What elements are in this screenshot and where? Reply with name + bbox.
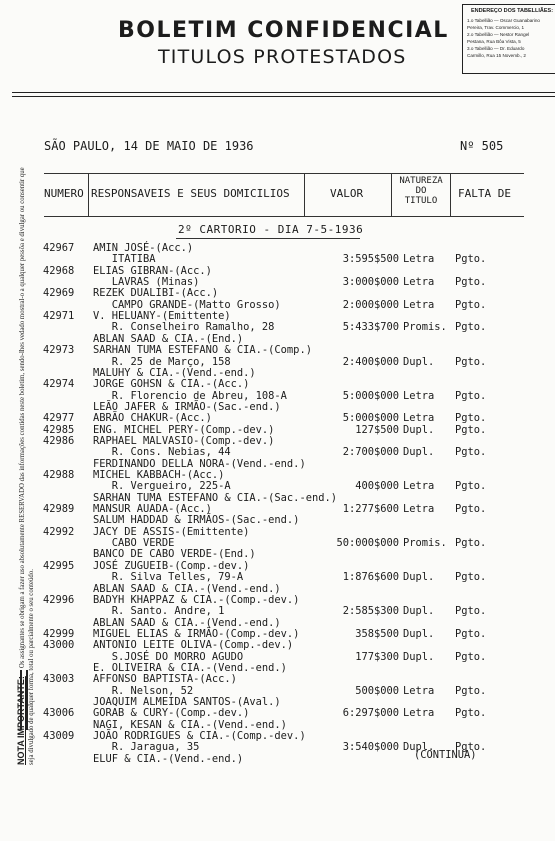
row-falta: Pgto.: [455, 276, 487, 289]
sidebar-divider: [20, 670, 28, 730]
row-number: 42967: [43, 242, 75, 254]
row-value: 2:585$300: [342, 605, 399, 618]
row-responsavel: AFFONSO BAPTISTA-(Acc.): [93, 673, 237, 686]
row-nature: Letra: [403, 298, 435, 311]
row-number: 42992: [43, 525, 75, 538]
row-number: 42985: [43, 423, 75, 436]
row-responsavel: R. Jaragua, 35: [93, 741, 200, 754]
row-number: 42989: [43, 503, 75, 516]
bulletin-number: Nº 505: [460, 139, 504, 153]
row-falta: Pgto.: [455, 355, 487, 368]
row-falta: Pgto.: [455, 389, 487, 402]
row-number: 42988: [43, 469, 75, 481]
row-number: 42969: [43, 287, 75, 300]
row-responsavel: ABLAN SAAD & CIA.-(Vend.-end.): [93, 582, 281, 595]
table-header-rule: [44, 216, 524, 217]
row-value: 2:400$000: [342, 355, 399, 368]
bulletin-subtitle: TITULOS PROTESTADOS: [158, 46, 407, 68]
row-responsavel: R. Cons. Nebias, 44: [93, 446, 231, 459]
row-value: 3:595$500: [342, 253, 399, 266]
row-responsavel: GORAB & CURY-(Comp.-dev.): [93, 707, 250, 720]
row-responsavel: MANSUR AUADA-(Acc.): [93, 503, 212, 516]
row-responsavel: E. OLIVEIRA & CIA.-(Vend.-end.): [93, 661, 287, 674]
row-responsavel: MICHEL KABBACH-(Acc.): [93, 469, 225, 481]
row-value: 5:433$700: [342, 321, 399, 334]
row-value: 400$000: [355, 480, 399, 493]
row-nature: Letra: [403, 276, 435, 289]
row-number: 42996: [43, 593, 75, 606]
row-nature: Dupl.: [403, 627, 435, 640]
row-value: 3:540$000: [342, 741, 399, 754]
row-responsavel: JOSÉ ZUGUEIB-(Comp.-dev.): [93, 559, 250, 572]
row-falta: Pgto.: [455, 741, 487, 754]
row-responsavel: BADYH KHAPPAZ & CIA.-(Comp.-dev.): [93, 593, 300, 606]
row-value: 5:000$000: [342, 389, 399, 402]
column-header-valor: VALOR: [330, 187, 364, 200]
row-falta: Pgto.: [455, 423, 487, 436]
row-nature: Dupl.: [403, 605, 435, 618]
row-responsavel: SALUM HADDAD & IRMÃOS-(Sac.-end.): [93, 514, 300, 527]
row-nature: Letra: [403, 389, 435, 402]
row-nature: Letra: [403, 253, 435, 266]
row-value: 127$500: [355, 423, 399, 436]
tabelliaes-title: ENDEREÇO DOS TABELLIÃES:: [470, 8, 554, 14]
row-number: 42968: [43, 264, 75, 277]
row-responsavel: R. Conselheiro Ramalho, 28: [93, 321, 275, 334]
row-responsavel: ABRÃO CHAKUR-(Acc.): [93, 412, 212, 425]
row-number: 43006: [43, 707, 75, 720]
row-nature: Letra: [403, 412, 435, 425]
row-responsavel: MALUHY & CIA.-(Vend.-end.): [93, 366, 256, 379]
column-divider: [88, 173, 89, 217]
row-falta: Pgto.: [455, 571, 487, 584]
row-nature: Letra: [403, 503, 435, 516]
row-responsavel: REZEK DUALIBI-(Acc.): [93, 287, 219, 300]
row-falta: Pgto.: [455, 412, 487, 425]
natureza-line: NATUREZA: [399, 176, 443, 186]
row-falta: Pgto.: [455, 503, 487, 516]
sidebar-notice-text: Os assignantes se obrigam a fazer uso absolutamente RESERVADO das informações contidas neste boletim, sendo-lhes vedado mostral-o a qualquer pessôa e divulgar ou consentir que seja divulgado de qualquer forma, total ou parcialmente o seu conteúdo.: [19, 167, 35, 765]
row-number: 43003: [43, 673, 75, 686]
cartorio-heading: 2º CARTORIO - DIA 7-5-1936: [178, 223, 364, 236]
row-falta: Pgto.: [455, 684, 487, 697]
row-number: 42973: [43, 344, 75, 357]
row-value: 500$000: [355, 684, 399, 697]
row-falta: Pgto.: [455, 298, 487, 311]
row-responsavel: ELIAS GIBRAN-(Acc.): [93, 264, 212, 277]
tabelliaes-line: Pereira, Trav. Commercio, 1: [467, 25, 525, 30]
row-responsavel: V. HELUANY-(Emittente): [93, 310, 231, 323]
row-responsavel: R. 25 de Março, 158: [93, 355, 231, 368]
row-falta: Pgto.: [455, 446, 487, 459]
row-number: 42977: [43, 412, 75, 425]
tabelliaes-line: Pestana, Rua Bôa Vista, 5: [467, 39, 521, 44]
row-responsavel: LEÃO JAFER & IRMÃO-(Sac.-end.): [93, 400, 281, 413]
header-rule: [12, 92, 555, 93]
bulletin-title: BOLETIM CONFIDENCIAL: [118, 18, 449, 43]
tabelliaes-line: Carmillo, Rua 15 Novemb., 2: [467, 53, 526, 58]
column-divider: [450, 173, 451, 217]
row-value: 50:000$000: [336, 537, 399, 550]
bulletin-date: SÃO PAULO, 14 DE MAIO DE 1936: [44, 139, 254, 153]
row-responsavel: JACY DE ASSIS-(Emittente): [93, 525, 250, 538]
row-value: 5:000$000: [342, 412, 399, 425]
row-responsavel: CABO VERDE: [93, 537, 175, 550]
row-responsavel: SARHAN TUMA ESTEFANO & CIA.-(Sac.-end.): [93, 491, 337, 504]
row-nature: Dupl.: [403, 650, 435, 663]
row-responsavel: ANTONIO LEITE OLIVA-(Comp.-dev.): [93, 639, 294, 652]
row-nature: Dupl.: [403, 571, 435, 584]
row-responsavel: S.JOSÉ DO MORRO AGUDO: [93, 650, 244, 663]
row-responsavel: CAMPO GRANDE-(Matto Grosso): [93, 298, 281, 311]
row-falta: Pgto.: [455, 627, 487, 640]
column-header-responsaveis: RESPONSAVEIS E SEUS DOMICILIOS: [91, 187, 290, 200]
row-number: 43009: [43, 730, 75, 743]
column-divider: [391, 173, 392, 217]
row-responsavel: LAVRAS (Minas): [93, 276, 200, 289]
row-number: 42974: [43, 378, 75, 391]
tabelliaes-line: 2.o Tabellião — Nestor Rangel: [467, 32, 530, 37]
tabelliaes-box: [462, 4, 555, 74]
tabelliaes-line: 1.o Tabellião — Oscar Guanabarino: [467, 18, 540, 23]
row-number: 42999: [43, 627, 75, 640]
row-responsavel: FERDINANDO DELLA NORA-(Vend.-end.): [93, 457, 306, 470]
row-falta: Pgto.: [455, 480, 487, 493]
row-value: 3:000$000: [342, 276, 399, 289]
row-number: 42971: [43, 310, 75, 323]
row-nature: Letra: [403, 707, 435, 720]
row-responsavel: JOAQUIM ALMEIDA SANTOS-(Aval.): [93, 696, 281, 708]
row-nature: Promis.: [403, 321, 447, 334]
row-falta: Pgto.: [455, 253, 487, 266]
row-value: 2:000$000: [342, 298, 399, 311]
nota-importante-label: NOTA IMPORTANTE:: [16, 676, 26, 765]
row-responsavel: R. Silva Telles, 79-A: [93, 571, 244, 584]
row-number: 42986: [43, 434, 75, 447]
row-responsavel: SARHAN TUMA ESTEFANO & CIA.-(Comp.): [93, 344, 312, 357]
row-nature: Dupl.: [403, 355, 435, 368]
row-value: 2:700$000: [342, 446, 399, 459]
row-value: 1:277$600: [342, 503, 399, 516]
row-nature: Letra: [403, 480, 435, 493]
row-responsavel: BANCO DE CABO VERDE-(End.): [93, 548, 256, 561]
row-nature: Dupl.: [403, 423, 435, 436]
row-value: 1:876$600: [342, 571, 399, 584]
row-responsavel: ENG. MICHEL PERY-(Comp.-dev.): [93, 423, 275, 436]
row-responsavel: R. Nelson, 52: [93, 684, 194, 697]
row-value: 358$500: [355, 627, 399, 640]
header-rule: [12, 96, 555, 97]
column-header-falta: FALTA DE: [458, 187, 511, 200]
row-responsavel: R. Santo. Andre, 1: [93, 605, 225, 618]
row-nature: Letra: [403, 684, 435, 697]
natureza-line: DO: [415, 186, 427, 196]
column-header-numero: NUMERO: [44, 187, 84, 200]
row-nature: Dupl.: [403, 741, 435, 754]
row-nature: Promis.: [403, 537, 447, 550]
table-header-rule: [44, 173, 524, 174]
row-falta: Pgto.: [455, 707, 487, 720]
row-responsavel: JOÃO RODRIGUES & CIA.-(Comp.-dev.): [93, 730, 306, 743]
row-responsavel: ITATIBA: [93, 253, 156, 266]
natureza-line: TITULO: [404, 196, 438, 206]
row-falta: Pgto.: [455, 537, 487, 550]
row-falta: Pgto.: [455, 605, 487, 618]
cartorio-underline: [176, 238, 360, 239]
row-number: 42995: [43, 559, 75, 572]
row-responsavel: JORGE GOHSN & CIA.-(Acc.): [93, 378, 250, 391]
row-number: 43000: [43, 639, 75, 652]
row-responsavel: ABLAN SAAD & CIA.-(End.): [93, 332, 244, 345]
row-responsavel: AMIN JOSÉ-(Acc.): [93, 242, 194, 254]
row-falta: Pgto.: [455, 650, 487, 663]
row-responsavel: RAPHAEL MALVASIO-(Comp.-dev.): [93, 434, 275, 447]
tabelliaes-line: 3.o Tabellião — Dr. Eduardo: [467, 46, 525, 51]
row-value: 6:297$000: [342, 707, 399, 720]
row-nature: Dupl.: [403, 446, 435, 459]
row-responsavel: MIGUEL ELIAS & IRMÃO-(Comp.-dev.): [93, 627, 300, 640]
row-falta: Pgto.: [455, 321, 487, 334]
row-value: 177$300: [355, 650, 399, 663]
row-responsavel: R. Florencio de Abreu, 108-A: [93, 389, 287, 402]
column-divider: [304, 173, 305, 217]
row-responsavel: ELUF & CIA.-(Vend.-end.): [93, 752, 244, 765]
row-responsavel: ABLAN SAAD & CIA.-(Vend.-end.): [93, 616, 281, 629]
continua-label: (CONTINUA): [414, 749, 477, 761]
row-responsavel: R. Vergueiro, 225-A: [93, 480, 231, 493]
column-header-natureza: [393, 176, 449, 206]
row-responsavel: NAGI, KESAN & CIA.-(Vend.-end.): [93, 718, 287, 731]
